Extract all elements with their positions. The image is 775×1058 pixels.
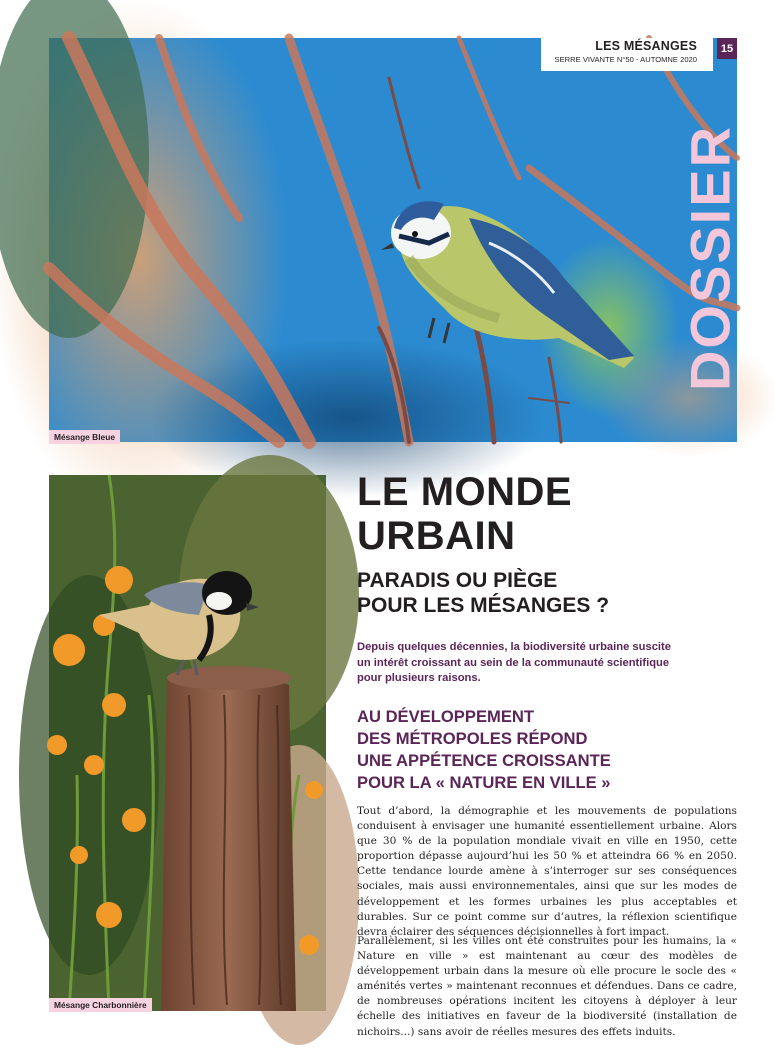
section-label-text: DOSSIER: [678, 124, 742, 392]
section-heading-line: UNE APPÉTENCE CROISSANTE: [357, 751, 611, 770]
page-number: 15: [717, 38, 737, 59]
article-subtitle-line: POUR LES MÉSANGES ?: [357, 594, 610, 617]
blue-tit-illustration: [49, 38, 737, 442]
article-title-line: URBAIN: [357, 514, 516, 558]
article-title: [357, 470, 737, 558]
magazine-title: LES MÉSANGES: [595, 39, 697, 53]
photo-caption-left: Mésange Charbonnière: [49, 998, 152, 1012]
great-tit-illustration: [49, 475, 326, 1011]
article-subtitle: [357, 568, 737, 618]
magazine-header: [541, 38, 713, 71]
article-title-line: LE MONDE: [357, 470, 573, 514]
section-heading-line: POUR LA « NATURE EN VILLE »: [357, 773, 611, 792]
great-tit-photo: [49, 475, 326, 1011]
section-heading-line: DES MÉTROPOLES RÉPOND: [357, 729, 588, 748]
article-subtitle-line: PARADIS OU PIÈGE: [357, 569, 558, 592]
blue-tit-photo: [49, 38, 737, 442]
body-paragraph: Tout d’abord, la démographie et les mouvements de populations conduisent à envisager une humanité essentiellement urbaine. Alors que 30 % de la population mondiale vivait en ville en 1950, cette proportion dépasse aujourd’hui les 50 % et atteindra 66 % en 2050. Cette tendance lourde amène à s’interroger sur ses conséquences sociales, mais aussi environnementales, ainsi que sur les modes de développement et les formes urbaines les plus acceptables et durables. Sur ce point comme sur d’autres, la réflexion scientifique devra éclairer des séquences décisionnelles à fort impact.: [357, 805, 737, 938]
section-heading: [357, 706, 737, 794]
article-intro-line: pour plusieurs raisons.: [357, 672, 481, 684]
article-intro-line: Depuis quelques décennies, la biodiversité urbaine suscite: [357, 641, 671, 653]
photo-caption-top: Mésange Bleue: [49, 430, 120, 444]
issue-label: SERRE VIVANTE N°50 - AUTOMNE 2020: [554, 55, 697, 64]
body-paragraph: Parallèlement, si les villes ont été construites pour les humains, la « Nature en ville » est maintenant au cœur des modèles de développement urbain dans la mesure où elle procure le socle des « aménités vertes » maintenant reconnues et défendues. Dans ce cadre, de nombreuses opérations incitent les citoyens à déployer à leur échelle des initiatives en faveur de la biodiversité (installation de nichoirs...) sans avoir de réelles mesures des effets induits.: [357, 935, 737, 1038]
section-label: [678, 90, 742, 426]
article-intro: [357, 640, 729, 687]
section-heading-line: AU DÉVELOPPEMENT: [357, 707, 535, 726]
article-intro-line: un intérêt croissant au sein de la communauté scientifique: [357, 656, 670, 669]
